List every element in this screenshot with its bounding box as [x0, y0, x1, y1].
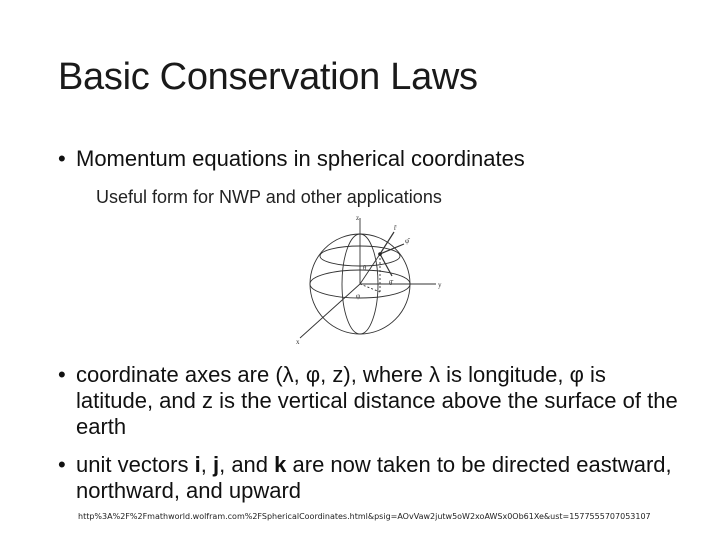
point-marker — [378, 252, 382, 256]
bullet-icon: • — [58, 362, 66, 387]
bullet-momentum-text: Momentum equations in spherical coordinates — [76, 146, 525, 171]
unit-vectors-text-a: unit vectors — [76, 452, 195, 477]
z-axis-label: z — [356, 214, 360, 222]
theta-hat-label: θ̂ — [389, 279, 393, 287]
x-axis-label: x — [296, 338, 300, 346]
slide-title: Basic Conservation Laws — [58, 56, 478, 98]
theta-angle-label: θ — [363, 264, 367, 272]
r-hat-label: r̂ — [394, 224, 397, 232]
bullet-icon: • — [58, 146, 66, 171]
base-projection — [360, 284, 380, 292]
x-axis — [300, 284, 360, 338]
bullet-coordinate-axes — [58, 362, 678, 440]
bullet-unit-vectors-text — [58, 452, 678, 504]
image-source-url: http%3A%2F%2Fmathworld.wolfram.com%2FSphericalCoordinates.html&psig=AOvVaw2jutw5oW2xoAWSx0Ob61Xe&ust=1577555707053107 — [78, 512, 651, 521]
unit-vector-j: j — [212, 452, 220, 477]
bullet-icon: • — [58, 452, 66, 477]
unit-vector-i: i — [194, 452, 201, 477]
spherical-coordinates-diagram — [290, 212, 450, 347]
bullet-unit-vectors — [58, 452, 678, 504]
unit-vectors-text-d: are now taken to be directed eastward, northward, and upward — [76, 452, 672, 503]
phi-angle-label: φ — [356, 292, 361, 300]
unit-vectors-text-c: , and — [219, 452, 275, 477]
y-axis-label: y — [438, 281, 442, 289]
subtext-useful-form: Useful form for NWP and other applications — [96, 187, 442, 207]
bullet-momentum — [58, 146, 678, 172]
unit-vectors-text-b: , — [200, 452, 213, 477]
phi-hat-label: φ̂ — [405, 237, 410, 245]
theta-hat-vector — [380, 254, 392, 276]
bullet-coordinate-axes-text: coordinate axes are (λ, φ, z), where λ is longitude, φ is latitude, and z is the vertical distance above the surface of the earth — [76, 362, 678, 439]
unit-vector-k: k — [274, 452, 287, 477]
